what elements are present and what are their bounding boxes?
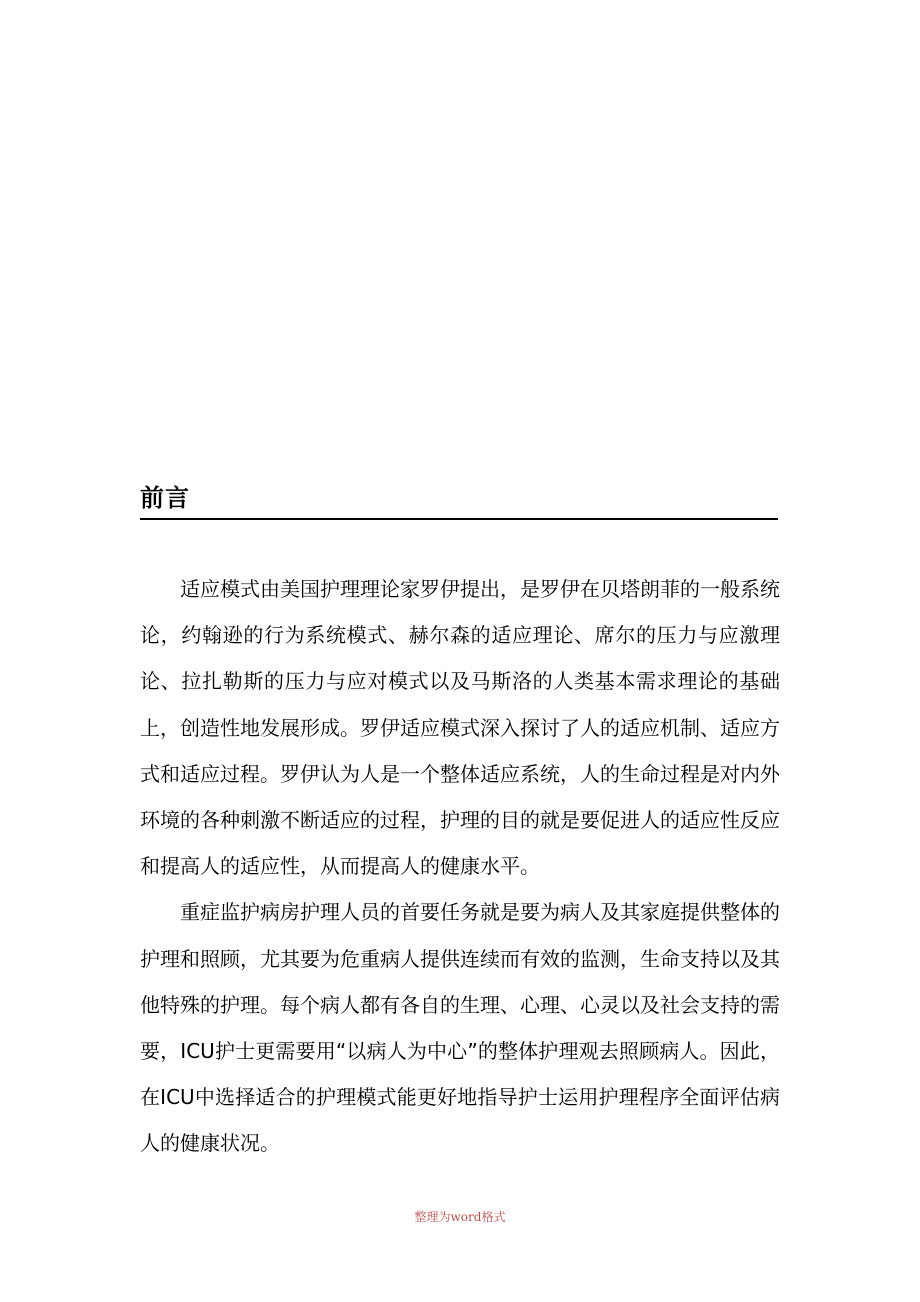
body-text (140, 566, 780, 1167)
section-heading: 前言 (140, 484, 190, 512)
paragraph-2: 重症监护病房护理人员的首要任务就是要为病人及其家庭提供整体的护理和照顾，尤其要为危重病人提供连续而有效的监测，生命支持以及其他特殊的护理。每个病人都有各自的生理、心理、心灵以及社会支持的需要，ICU护士更需要用“以病人为中心”的整体护理观去照顾病人。因此，在ICU中选择适合的护理模式能更好地指导护士运用护理程序全面评估病人的健康状况。 (140, 900, 780, 1156)
paragraph-1: 适应模式由美国护理理论家罗伊提出，是罗伊在贝塔朗菲的一般系统论，约翰逊的行为系统模式、赫尔森的适应理论、席尔的压力与应激理论、拉扎勒斯的压力与应对模式以及马斯洛的人类基本需求理论的基础上，创造性地发展形成。罗伊适应模式深入探讨了人的适应机制、适应方式和适应过程。罗伊认为人是一个整体适应系统，人的生命过程是对内外环境的各种刺激不断适应的过程，护理的目的就是要促进人的适应性反应和提高人的适应性，从而提高人的健康水平。 (140, 577, 780, 879)
footer-note: 整理为word格式 (414, 1210, 506, 1224)
heading-underline (140, 518, 778, 520)
